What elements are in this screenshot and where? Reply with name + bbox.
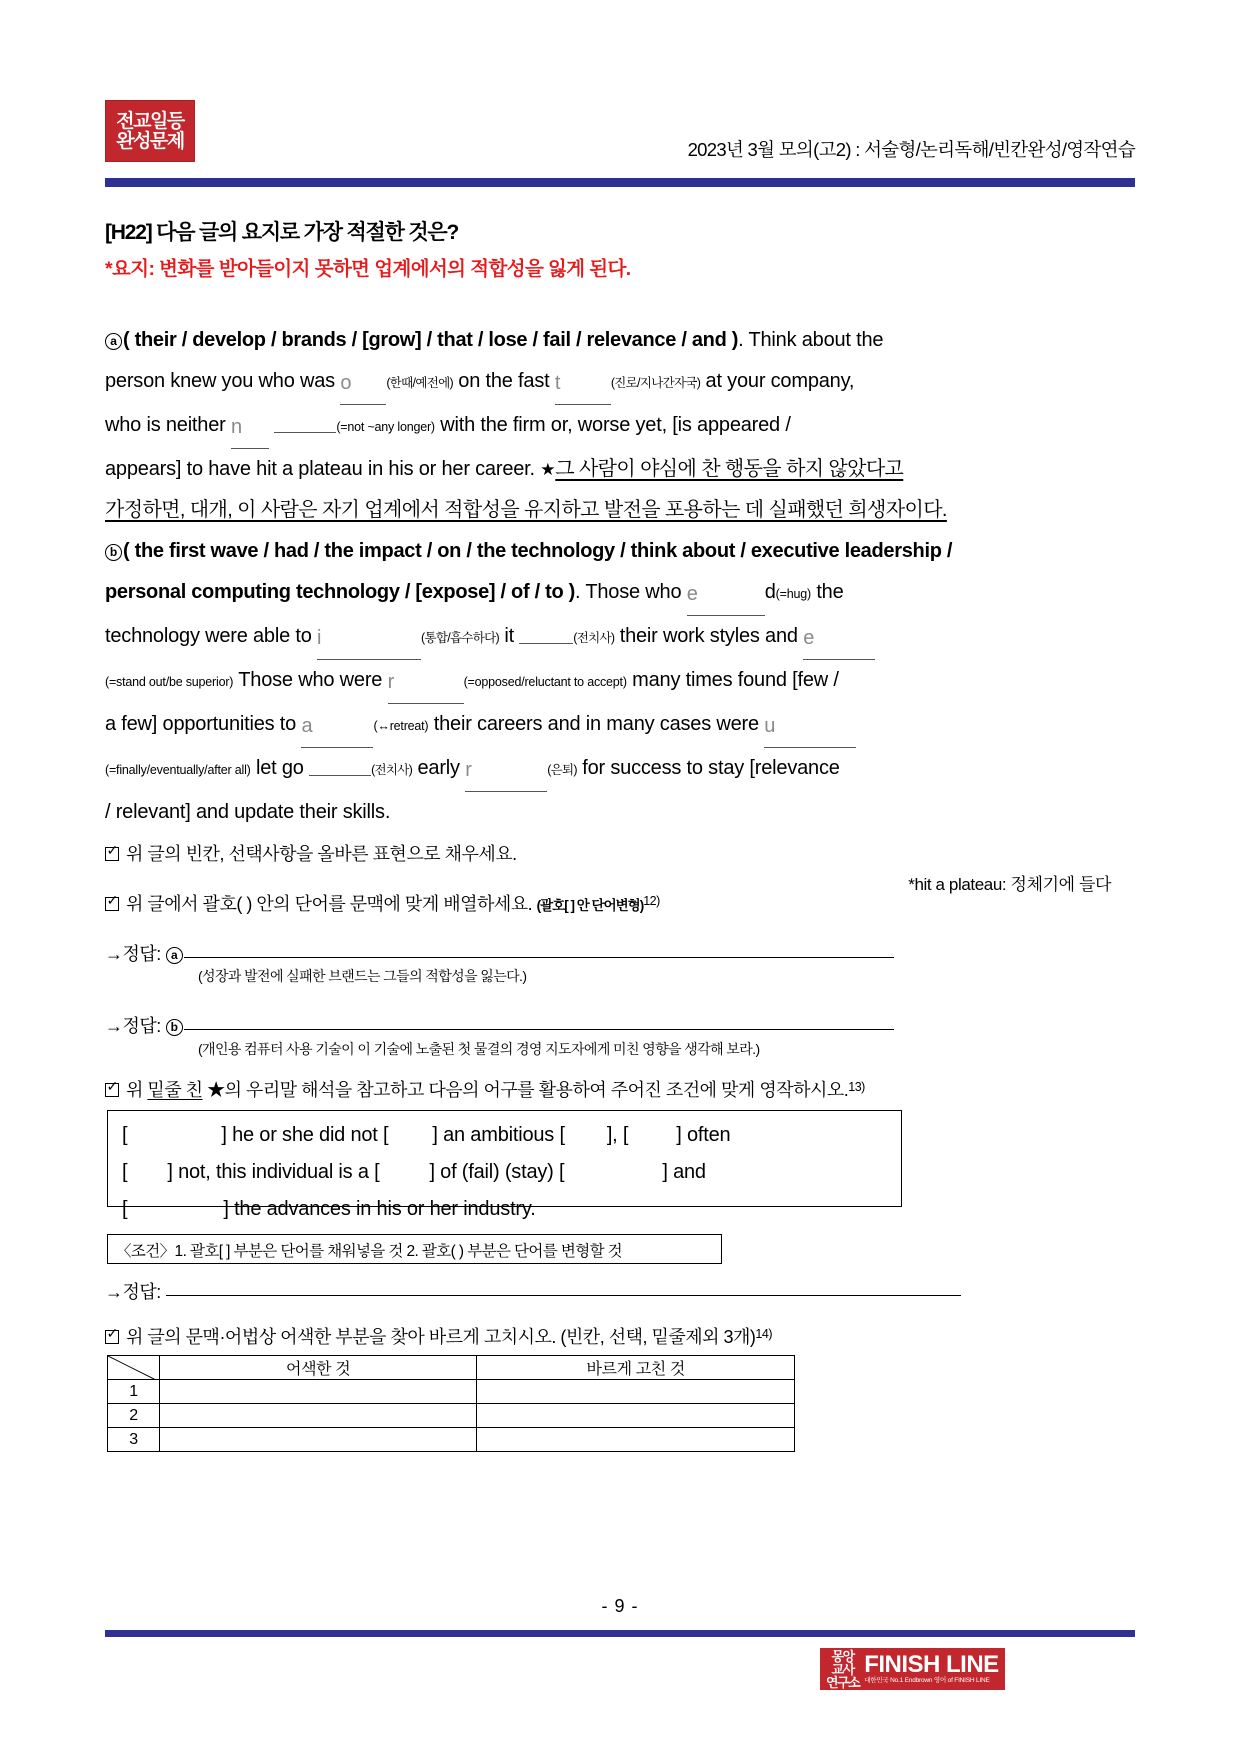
passage-l7-end: the bbox=[816, 581, 844, 603]
blank-l11-1[interactable] bbox=[309, 775, 371, 776]
writing-line-2 bbox=[122, 1154, 889, 1191]
blank-l10-1[interactable]: a bbox=[301, 706, 373, 748]
passage-l7-tail: . Those who bbox=[574, 581, 682, 603]
passage-line-9 bbox=[105, 660, 1011, 704]
answer-a-label: →정답: bbox=[105, 944, 161, 964]
passage-line-3 bbox=[105, 405, 1011, 449]
passage-l11-b: early bbox=[417, 757, 460, 779]
row-fixed-input[interactable] bbox=[477, 1428, 795, 1452]
passage-l2-c: at your company, bbox=[705, 370, 855, 392]
hint-l9-2: (=opposed/reluctant to accept) bbox=[463, 675, 627, 689]
footer-logo bbox=[820, 1648, 1005, 1690]
page-header bbox=[105, 100, 1135, 188]
blank-l8-2[interactable] bbox=[519, 643, 573, 644]
passage-l9-b: many times found [few / bbox=[632, 669, 839, 691]
passage-l3-b: with the firm or, worse yet, [is appeared / bbox=[440, 414, 791, 436]
brand-logo-line2: 완성문제 bbox=[116, 130, 184, 152]
answer-a-marker: a bbox=[166, 947, 183, 964]
w1-c: ] an ambitious [ bbox=[432, 1124, 565, 1146]
checkbox-icon[interactable] bbox=[105, 1083, 119, 1097]
passage-line-7 bbox=[105, 572, 1011, 616]
task-item-4 bbox=[105, 1323, 772, 1349]
row-wrong-input[interactable] bbox=[159, 1428, 477, 1452]
row-fixed-input[interactable] bbox=[477, 1380, 795, 1404]
task-4-label: 위 글의 문맥·어법상 어색한 부분을 찾아 바르게 고치시오. (빈칸, 선택, 밑줄제외 3개) bbox=[126, 1327, 756, 1347]
answer-b-label: →정답: bbox=[105, 1016, 161, 1036]
task-item-1 bbox=[105, 840, 517, 866]
passage-line-4 bbox=[105, 449, 1011, 490]
blank-l2-1[interactable]: o bbox=[340, 363, 386, 405]
passage-line-6 bbox=[105, 531, 1011, 572]
task-3-footnote-marker: 13) bbox=[848, 1080, 865, 1094]
hint-l9-1: (=stand out/be superior) bbox=[105, 675, 234, 689]
task-2-footnote-marker: 12) bbox=[643, 894, 660, 908]
passage-l10-b: their careers and in many cases were bbox=[433, 713, 759, 735]
table-header-row bbox=[108, 1356, 795, 1380]
table-row bbox=[108, 1380, 795, 1404]
answer-b-marker: b bbox=[166, 1019, 183, 1036]
passage-l4-a: appears] to have hit a plateau in his or her career. bbox=[105, 458, 535, 480]
passage-body bbox=[105, 320, 1011, 833]
footer-logo-sub: 대한민국 No.1 Endbrown 영어 of FINISH LINE bbox=[864, 1677, 990, 1684]
brand-logo-line1: 전교일등 bbox=[116, 110, 184, 132]
footer-logo-main: FINISH LINE bbox=[864, 1651, 999, 1678]
passage-line-2 bbox=[105, 361, 1011, 405]
hint-l10: (↔retreat) bbox=[373, 719, 429, 733]
blank-l11-2[interactable]: r bbox=[465, 750, 547, 792]
star-marker: ★ bbox=[540, 460, 556, 479]
passage-l7-suffix: d bbox=[764, 581, 776, 603]
task-item-2 bbox=[105, 890, 660, 916]
task-item-3 bbox=[105, 1076, 865, 1102]
scramble-a-marker: a bbox=[105, 333, 122, 350]
passage-l10-a: a few] opportunities to bbox=[105, 713, 297, 735]
writing-line-3 bbox=[122, 1191, 889, 1228]
passage-l3-a: who is neither bbox=[105, 414, 226, 436]
scramble-a-words: ( their / develop / brands / [grow] / that / lose / fail / relevance / and ) bbox=[123, 329, 739, 351]
hint-l11-0: (=finally/eventually/after all) bbox=[105, 763, 251, 777]
passage-line-12 bbox=[105, 792, 1011, 833]
task-2-note: (괄호[ ] 안 단어변형) bbox=[536, 898, 644, 913]
passage-l4-korean: 그 사람이 야심에 찬 행동을 하지 않았다고 bbox=[555, 458, 904, 480]
task-4-footnote-marker: 14) bbox=[755, 1327, 772, 1341]
row-number: 1 bbox=[108, 1380, 160, 1404]
passage-l2-b: on the fast bbox=[458, 370, 550, 392]
footer-logo-k2: 교사 bbox=[831, 1661, 854, 1677]
passage-l8-b: it bbox=[504, 625, 514, 647]
writing-answer-box bbox=[107, 1110, 902, 1220]
brand-logo bbox=[105, 100, 195, 162]
page-number: - 9 - bbox=[601, 1596, 639, 1616]
answer-a-translation: (성장과 발전에 실패한 브랜드는 그들의 적합성을 잃는다.) bbox=[198, 968, 527, 984]
table-header-wrong: 어색한 것 bbox=[159, 1356, 477, 1380]
table-row bbox=[108, 1428, 795, 1452]
condition-box: 〈조건〉1. 괄호[ ] 부분은 단어를 채워넣을 것 2. 괄호( ) 부분은 단어를 변형할 것 bbox=[107, 1234, 722, 1264]
blank-l10-2[interactable]: u bbox=[764, 706, 856, 748]
footer-logo-korean bbox=[826, 1650, 859, 1689]
row-fixed-input[interactable] bbox=[477, 1404, 795, 1428]
hint-l2-2: (진로/지나간자국) bbox=[610, 376, 701, 390]
blank-l2-2[interactable]: t bbox=[555, 363, 611, 405]
passage-l2-a: person knew you who was bbox=[105, 370, 335, 392]
checkbox-icon[interactable] bbox=[105, 847, 119, 861]
hint-l3: (=not ~any longer) bbox=[336, 420, 435, 434]
answer-a-input[interactable] bbox=[184, 957, 894, 958]
answer-row-c bbox=[105, 1278, 961, 1304]
task-3-post: ★의 우리말 해석을 참고하고 다음의 어구를 활용하여 주어진 조건에 맞게 영작하시오. bbox=[202, 1080, 849, 1100]
w3-a: [ bbox=[122, 1198, 128, 1220]
hint-l8-2: (전치사) bbox=[573, 631, 615, 645]
w1-e: ] often bbox=[676, 1124, 731, 1146]
hint-l8-1: (통합/흡수하다) bbox=[421, 631, 499, 645]
passage-l12: / relevant] and update their skills. bbox=[105, 801, 391, 823]
footer-logo-k1: 몽앙 bbox=[831, 1648, 854, 1664]
blank-l8-3[interactable]: e bbox=[803, 618, 875, 660]
scramble-b-words-line1: ( the first wave / had / the impact / on / the technology / think about / executive leadership / bbox=[123, 540, 953, 562]
passage-l1-tail: . Think about the bbox=[738, 329, 884, 351]
blank-l7-1[interactable]: e bbox=[687, 574, 765, 616]
header-title: 2023년 3월 모의(고2) : 서술형/논리독해/빈칸완성/영작연습 bbox=[687, 139, 1135, 160]
blank-l8-1[interactable]: i bbox=[317, 618, 421, 660]
scramble-b-words-line2: personal computing technology / [expose] / of / to ) bbox=[105, 581, 575, 603]
passage-line-1 bbox=[105, 320, 1011, 361]
answer-b-input[interactable] bbox=[184, 1029, 894, 1030]
w2-d: ] and bbox=[662, 1161, 706, 1183]
passage-l9-a: Those who were bbox=[238, 669, 383, 691]
hint-l7: (=hug) bbox=[775, 587, 811, 601]
answer-c-label: →정답: bbox=[105, 1282, 161, 1302]
passage-l11-a: let go bbox=[255, 757, 304, 779]
passage-l11-c: for success to stay [relevance bbox=[582, 757, 840, 779]
diagonal-line-icon bbox=[108, 1356, 159, 1380]
checkbox-icon[interactable] bbox=[105, 1330, 119, 1344]
correction-table bbox=[107, 1355, 795, 1452]
passage-footnote: *hit a plateau: 정체기에 들다 bbox=[908, 875, 1111, 894]
question-summary: *요지: 변화를 받아들이지 못하면 업계에서의 적합성을 잃게 된다. bbox=[105, 258, 631, 280]
table-corner-cell bbox=[108, 1356, 160, 1380]
footer-divider-thin bbox=[105, 1635, 1135, 1637]
w2-b: ] not, this individual is a [ bbox=[167, 1161, 380, 1183]
blank-l3-2[interactable] bbox=[274, 432, 336, 433]
task-3-underline: 밑줄 친 bbox=[147, 1080, 203, 1100]
hint-l11-2: (은퇴) bbox=[547, 763, 577, 777]
w3-b: ] the advances in his or her industry. bbox=[223, 1198, 536, 1220]
blank-l3-1[interactable]: n bbox=[231, 407, 269, 449]
passage-line-11 bbox=[105, 748, 1011, 792]
scramble-b-marker: b bbox=[105, 544, 122, 561]
w2-c: ] of (fail) (stay) [ bbox=[429, 1161, 565, 1183]
passage-l8-a: technology were able to bbox=[105, 625, 312, 647]
w1-d: ], [ bbox=[606, 1124, 629, 1146]
row-number: 2 bbox=[108, 1404, 160, 1428]
w1-b: ] he or she did not [ bbox=[221, 1124, 389, 1146]
answer-c-input[interactable] bbox=[166, 1295, 961, 1296]
page-title: [H22] 다음 글의 요지로 가장 적절한 것은? bbox=[105, 221, 459, 244]
header-divider-thin bbox=[105, 185, 1135, 187]
hint-l2-1: (한때/예전에) bbox=[386, 376, 453, 390]
passage-line-5 bbox=[105, 490, 1011, 531]
table-row bbox=[108, 1404, 795, 1428]
answer-b-translation: (개인용 컴퓨터 사용 기술이 이 기술에 노출된 첫 물결의 경영 지도자에게 미친 영향을 생각해 보라.) bbox=[198, 1041, 760, 1057]
answer-row-a bbox=[105, 940, 894, 966]
row-wrong-input[interactable] bbox=[159, 1404, 477, 1428]
header-divider bbox=[105, 178, 1135, 185]
passage-line-10 bbox=[105, 704, 1011, 748]
footer-logo-text bbox=[864, 1653, 999, 1685]
passage-l5-korean: 가정하면, 대개, 이 사람은 자기 업계에서 적합성을 유지하고 발전을 포용하는 데 실패했던 희생자이다. bbox=[105, 499, 947, 521]
checkbox-icon[interactable] bbox=[105, 897, 119, 911]
answer-row-b bbox=[105, 1012, 894, 1038]
writing-line-1 bbox=[122, 1117, 889, 1154]
task-3-pre: 위 bbox=[126, 1080, 148, 1100]
table-header-fixed: 바르게 고친 것 bbox=[477, 1356, 795, 1380]
task-1-label: 위 글의 빈칸, 선택사항을 올바른 표현으로 채우세요. bbox=[126, 844, 517, 864]
passage-l8-c: their work styles and bbox=[619, 625, 798, 647]
blank-l9-1[interactable]: r bbox=[388, 662, 464, 704]
task-2-label: 위 글에서 괄호( ) 안의 단어를 문맥에 맞게 배열하세요. bbox=[126, 894, 533, 914]
w2-a: [ bbox=[122, 1161, 128, 1183]
row-number: 3 bbox=[108, 1428, 160, 1452]
footer-logo-k3: 연구소 bbox=[826, 1674, 860, 1690]
w1-a: [ bbox=[122, 1124, 128, 1146]
row-wrong-input[interactable] bbox=[159, 1380, 477, 1404]
passage-line-8 bbox=[105, 616, 1011, 660]
hint-l11-1: (전치사) bbox=[371, 763, 413, 777]
